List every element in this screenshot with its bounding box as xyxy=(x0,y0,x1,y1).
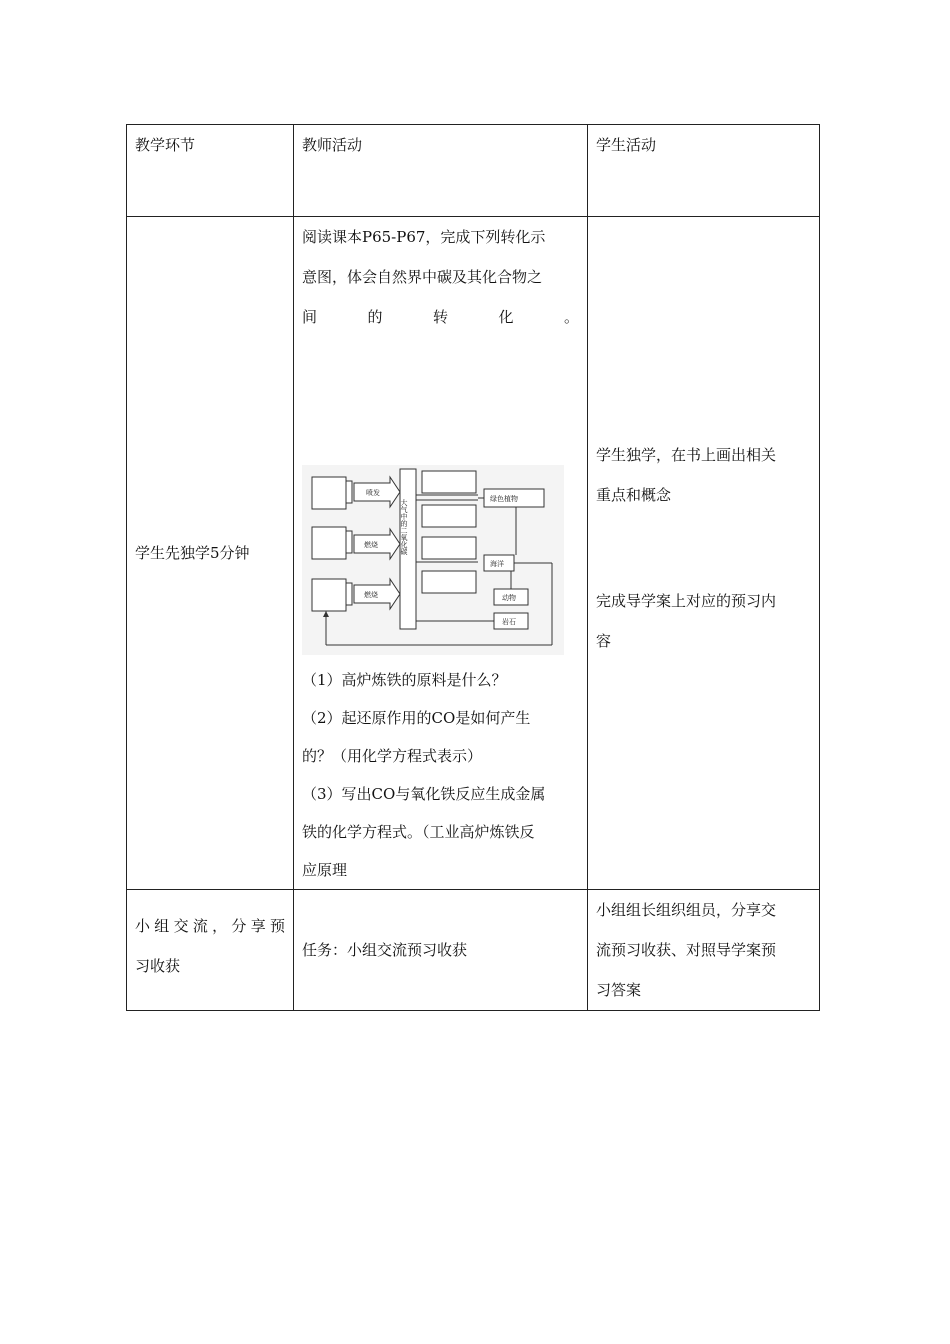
source-box-3 xyxy=(312,579,346,611)
stage-group-share-line-2: 习收获 xyxy=(135,957,181,975)
label-plants: 绿色植物 xyxy=(490,495,518,503)
teacher-activity-cell xyxy=(294,217,588,890)
intro-line-2: 意图，体会自然界中碳及其化合物之 xyxy=(302,268,543,286)
table-header-row xyxy=(127,125,820,217)
student-line-4: 容 xyxy=(596,632,612,650)
intro-line-1: 阅读课本P65-P67，完成下列转化示 xyxy=(302,228,546,246)
student-group-share xyxy=(588,890,820,1011)
stage-group-share xyxy=(127,890,294,1011)
label-ocean: 海洋 xyxy=(490,560,504,568)
source-box-2 xyxy=(312,527,346,559)
label-burn-1: 燃烧 xyxy=(364,541,378,549)
blank-box-1 xyxy=(422,471,476,493)
label-atmosphere: 大气中的二氧化碳 xyxy=(400,499,408,555)
stage-self-study: 学生先独学5分钟 xyxy=(127,217,294,890)
table-row-group-share xyxy=(127,890,820,1011)
student-line-3: 完成导学案上对应的预习内 xyxy=(596,592,777,610)
label-eruption: 喷发 xyxy=(366,489,380,497)
intro-line-3: 间的转化。 xyxy=(302,308,579,326)
student-line-2: 重点和概念 xyxy=(596,486,672,504)
blank-box-3 xyxy=(422,537,476,559)
source-box-1 xyxy=(312,477,346,509)
student-activity-cell xyxy=(588,217,820,890)
question-2-line-2: 的？（用化学方程式表示） xyxy=(302,747,483,765)
question-2-line-1: （2）起还原作用的CO是如何产生 xyxy=(302,709,531,727)
label-rocks: 岩石 xyxy=(502,618,516,626)
student-share-line-1: 小组组长组织组员，分享交 xyxy=(596,901,777,919)
stage-group-share-line-1: 小组交流，分享预 xyxy=(135,917,285,935)
header-student-activity: 学生活动 xyxy=(588,125,820,217)
header-teacher-activity: 教师活动 xyxy=(294,125,588,217)
student-share-line-3: 习答案 xyxy=(596,981,642,999)
question-3-line-1: （3）写出CO与氧化铁反应生成金属 xyxy=(302,785,546,803)
blank-box-2 xyxy=(422,505,476,527)
table-row-self-study xyxy=(127,217,820,890)
student-line-1: 学生独学，在书上画出相关 xyxy=(596,446,777,464)
header-stage: 教学环节 xyxy=(127,125,294,217)
carbon-cycle-diagram xyxy=(302,465,564,655)
question-3-line-2: 铁的化学方程式。（工业高炉炼铁反 xyxy=(302,823,535,841)
label-burn-2: 燃烧 xyxy=(364,591,378,599)
blank-box-4 xyxy=(422,571,476,593)
teacher-task: 任务：小组交流预习收获 xyxy=(294,890,588,1011)
student-share-line-2: 流预习收获、对照导学案预 xyxy=(596,941,777,959)
question-1: （1）高炉炼铁的原料是什么？ xyxy=(302,671,507,689)
lesson-plan-table xyxy=(126,124,820,1011)
label-animals: 动物 xyxy=(502,594,516,602)
question-3-line-3: 应原理 xyxy=(302,861,348,879)
